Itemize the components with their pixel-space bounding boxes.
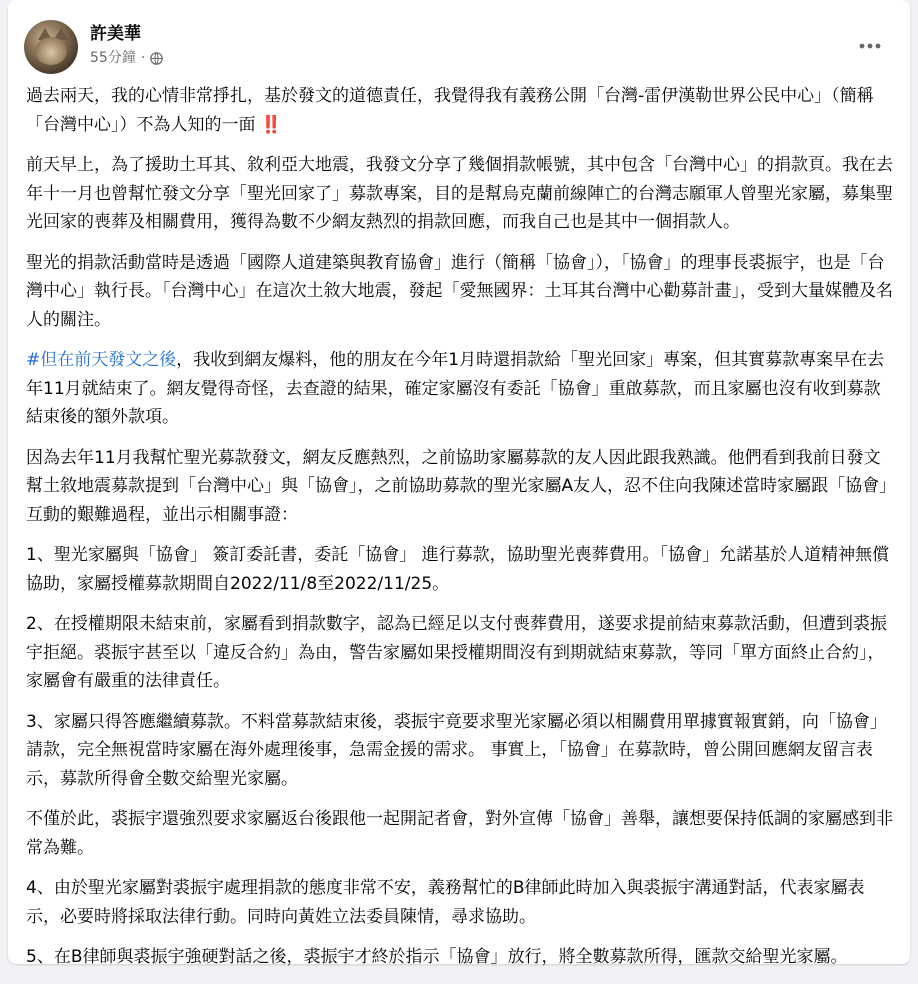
avatar-face [35,37,67,65]
globe-icon[interactable] [150,52,163,65]
meta-separator: · [140,50,146,66]
paragraph-2: 前天早上，為了援助土耳其、敘利亞大地震，我發文分享了幾個捐款帳號，其中包含「台灣中心」的捐款頁。我在去年十一月也曾幫忙發文分享「聖光回家了」募款專案，目的是幫烏克蘭前線陣亡的台灣志願軍人曾聖光家屬，募集聖光回家的喪葬及相關費用，獲得為數不少網友熱烈的捐款回應，而我自己也是其中一個捐款人。 [26,155,893,232]
paragraph-9: 不僅於此，裘振宇還強烈要求家屬返台後跟他一起開記者會，對外宣傳「協會」善舉，讓想要保持低調的家屬感到非常為難。 [26,809,893,858]
paragraph-7: 2、在授權期限未結束前，家屬看到捐款數字，認為已經足以支付喪葬費用，遂要求提前結束募款活動，但遭到裘振宇拒絕。裘振宇甚至以「違反合約」為由，警告家屬如果授權期間沒有到期就結束募款，等同「單方面終止合約」，家屬會有嚴重的法律責任。 [26,614,887,691]
hashtag-link[interactable]: #但在前天發文之後 [26,350,177,370]
post-card [8,0,910,967]
paragraph-1 [26,82,896,139]
paragraph-5: 因為去年11月我幫忙聖光募款發文，網友反應熱烈，之前協助家屬募款的友人因此跟我熟識。他們看到我前日發文幫土敘地震募款提到「台灣中心」與「協會」，之前協助募款的聖光家屬A友人，忍不住向我陳述當時家屬跟「協會」互動的艱難過程，並出示相關事證： [26,447,888,525]
paragraph-4 [26,346,896,432]
double-exclamation-emoji: ‼️ [260,114,283,135]
paragraph-1-text: 過去兩天，我的心情非常掙扎，基於發文的道德責任，我覺得我有義務公開「台灣-雷伊漢勒世界公民中心」（簡稱「台灣中心」）不為人知的一面 [26,86,874,135]
paragraph-6: 1、聖光家屬與「協會」 簽訂委託書，委託「協會」 進行募款，協助聖光喪葬費用。「協會」允諾基於人道精神無償協助，家屬授權募款期間自2022/11/8至2022/11/25。 [26,545,890,594]
post-header [24,20,894,76]
paragraph-3: 聖光的捐款活動當時是透過「國際人道建築與教育協會」進行（簡稱「協會」），「協會」的理事長裘振宇，也是「台灣中心」執行長。「台灣中心」在這次土敘大地震，發起「愛無國界：土耳其台灣中心勸募計畫」，受到大量媒體及名人的關注。 [26,252,893,330]
paragraph-4-text: ，我收到網友爆料，他的朋友在今年1月時還捐款給「聖光回家」專案，但其實募款專案早在去年11月就結束了。網友覺得奇怪，去查證的結果，確定家屬沒有委託「協會」重啟募款，而且家屬也沒有收到募款結束後的額外款項。 [26,350,885,427]
post-time[interactable]: 55分鐘 [90,50,136,66]
paragraph-8: 3、家屬只得答應繼續募款。不料當募款結束後，裘振宇竟要求聖光家屬必須以相關費用單據實報實銷，向「協會」請款，完全無視當時家屬在海外處理後事，急需金援的需求。 事實上，「協會」在募款時，曾公開回應網友留言表示，募款所得會全數交給聖光家屬。 [26,711,887,789]
more-options-icon[interactable] [852,28,888,64]
author-name[interactable]: 許美華 [90,24,141,44]
paragraph-11: 5、在B律師與裘振宇強硬對話之後，裘振宇才終於指示「協會」放行，將全數募款所得，匯款交給聖光家屬。 [26,947,848,967]
paragraph-10: 4、由於聖光家屬對裘振宇處理捐款的態度非常不安，義務幫忙的B律師此時加入與裘振宇溝通對話，代表家屬表示，必要時將採取法律行動。同時向黃姓立法委員陳情，尋求協助。 [26,878,865,927]
avatar[interactable] [24,20,78,74]
post-meta [90,49,163,67]
post-body [26,82,896,984]
